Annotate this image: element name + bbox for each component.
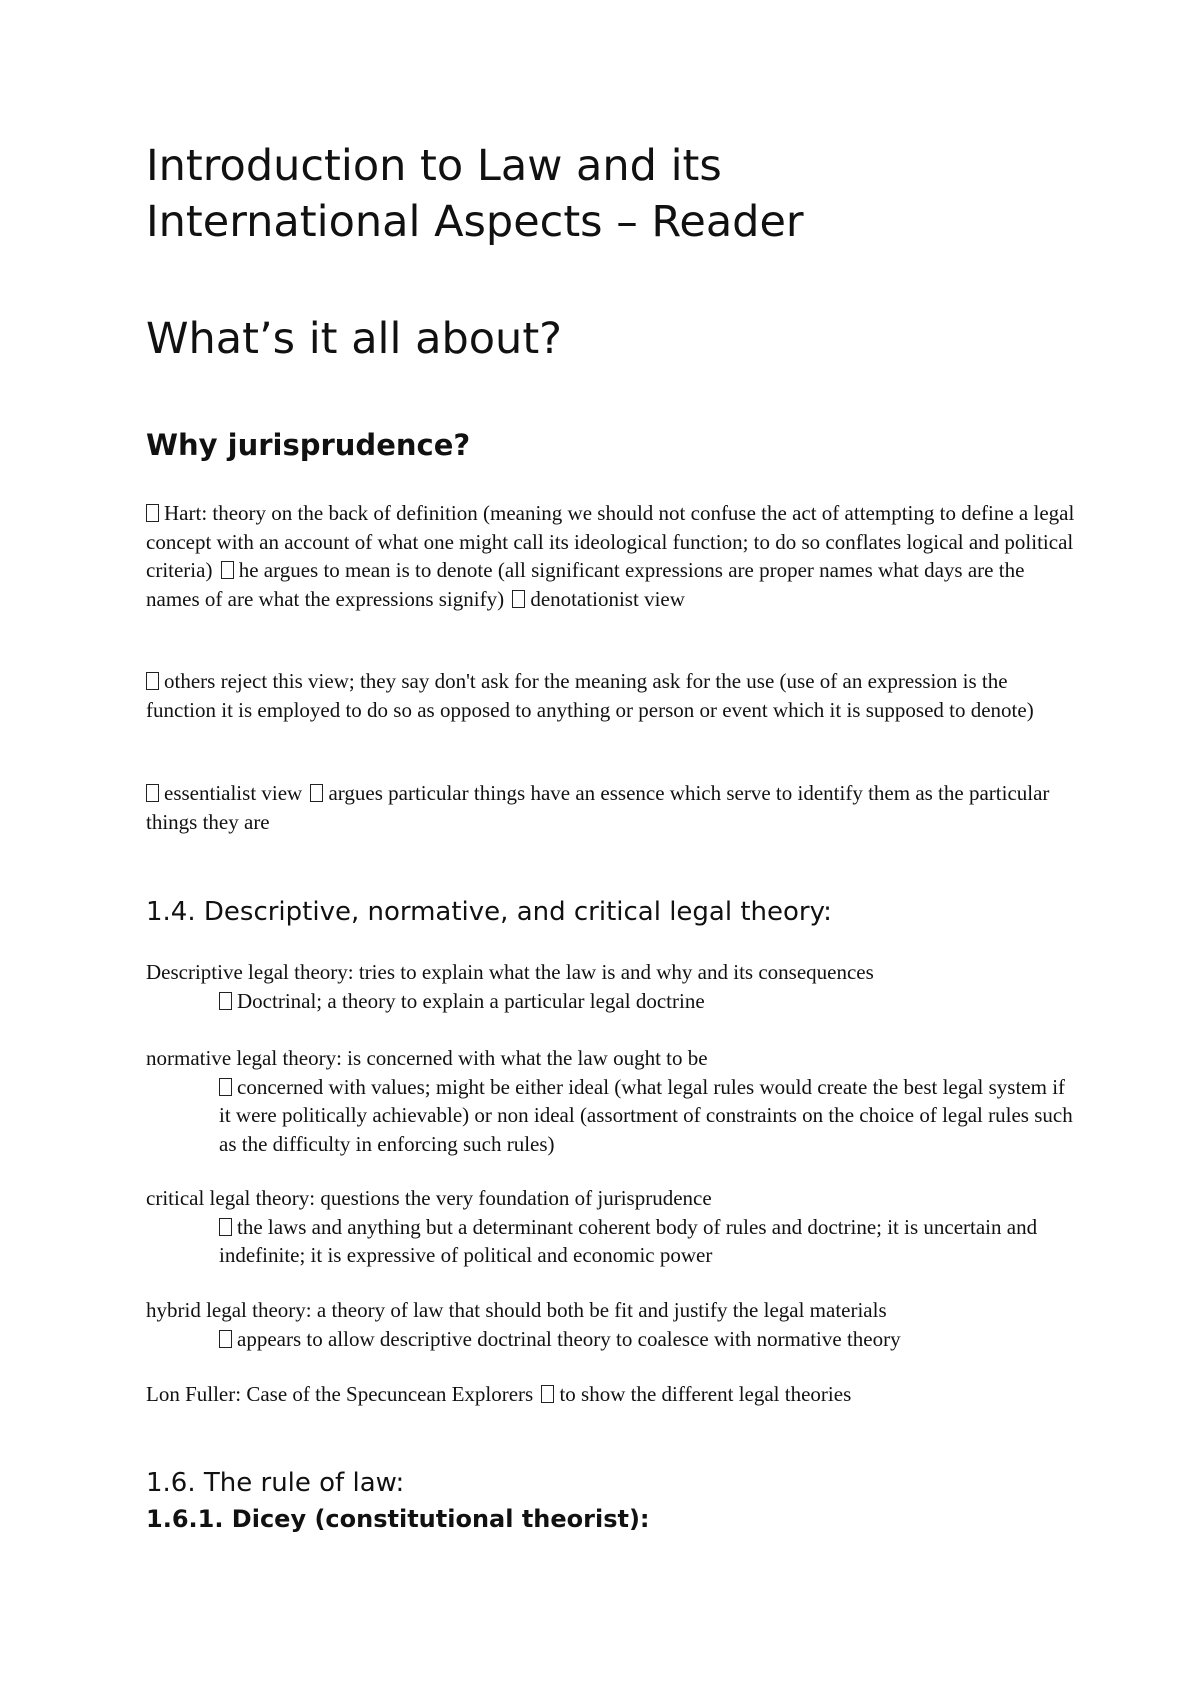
arrow-square-icon <box>219 1218 232 1236</box>
section-1-6-1-heading: 1.6.1. Dicey (constitutional theorist): <box>146 1505 650 1533</box>
arrow-square-icon <box>310 784 323 802</box>
arrow-square-icon <box>512 590 525 608</box>
hybrid-line: hybrid legal theory: a theory of law that should both be fit and justify the legal materials <box>146 1298 887 1322</box>
heading-jurisprudence: Why jurisprudence? <box>146 428 471 462</box>
hybrid-sub: appears to allow descriptive doctrinal theory to coalesce with normative theory <box>146 1325 1076 1354</box>
others-text: others reject this view; they say don't ask for the meaning ask for the use (use of an expression is the function it is employed to do so as opposed to anything or person or event which it is supposed to denote) <box>146 669 1034 722</box>
paragraph-fuller <box>146 1380 1076 1409</box>
paragraph-critical <box>146 1184 1076 1270</box>
title-line-2: International Aspects – Reader <box>146 197 804 247</box>
section-1-6-heading: 1.6. The rule of law: <box>146 1468 405 1498</box>
hart-part1: Hart: theory on the back of definition (meaning we should not confuse the act of attempting to define a legal concept with an account of what one might call its ideological function; to do so conflates logical and political criteria) <box>146 501 1075 582</box>
hart-part2: he argues to mean is to denote (all significant expressions are proper names what days are the names of are what the expressions signify) <box>146 558 1025 611</box>
bullet-square-icon <box>146 504 159 522</box>
paragraph-normative <box>146 1044 1076 1158</box>
fuller-part2: to show the different legal theories <box>559 1382 852 1406</box>
arrow-square-icon <box>541 1385 554 1403</box>
essentialist-part2: argues particular things have an essence which serve to identify them as the particular things they are <box>146 781 1050 834</box>
bullet-square-icon <box>146 672 159 690</box>
essentialist-part1: essentialist view <box>164 781 303 805</box>
critical-sub: the laws and anything but a determinant coherent body of rules and doctrine; it is uncertain and indefinite; it is expressive of political and economic power <box>219 1214 1038 1267</box>
descriptive-line: Descriptive legal theory: tries to explain what the law is and why and its consequences <box>146 960 874 984</box>
title-line-1: Introduction to Law and its <box>146 141 722 191</box>
hart-part3: denotationist view <box>530 586 685 611</box>
normative-sub: concerned with values; might be either ideal (what legal rules would create the best legal system if it were politically achievable) or non ideal (assortment of constraints on the choice of legal rules such as the difficulty in enforcing such rules) <box>219 1074 1073 1156</box>
heading-main: What’s it all about? <box>146 314 562 364</box>
paragraph-essentialist <box>146 779 1076 836</box>
paragraph-others <box>146 667 1076 724</box>
arrow-square-icon <box>221 561 234 579</box>
arrow-square-icon <box>219 992 232 1010</box>
fuller-part1: Lon Fuller: Case of the Specuncean Explorers <box>146 1382 534 1406</box>
paragraph-hart <box>146 499 1076 613</box>
descriptive-sub: Doctrinal; a theory to explain a particular legal doctrine <box>146 987 1076 1016</box>
normative-line: normative legal theory: is concerned with what the law ought to be <box>146 1046 708 1070</box>
paragraph-descriptive <box>146 958 1076 1015</box>
bullet-square-icon <box>146 784 159 802</box>
document-title <box>146 138 804 250</box>
section-1-4-heading: 1.4. Descriptive, normative, and critical legal theory: <box>146 897 832 927</box>
paragraph-hybrid <box>146 1296 1076 1353</box>
arrow-square-icon <box>219 1078 232 1096</box>
critical-line: critical legal theory: questions the very foundation of jurisprudence <box>146 1186 712 1210</box>
arrow-square-icon <box>219 1330 232 1348</box>
